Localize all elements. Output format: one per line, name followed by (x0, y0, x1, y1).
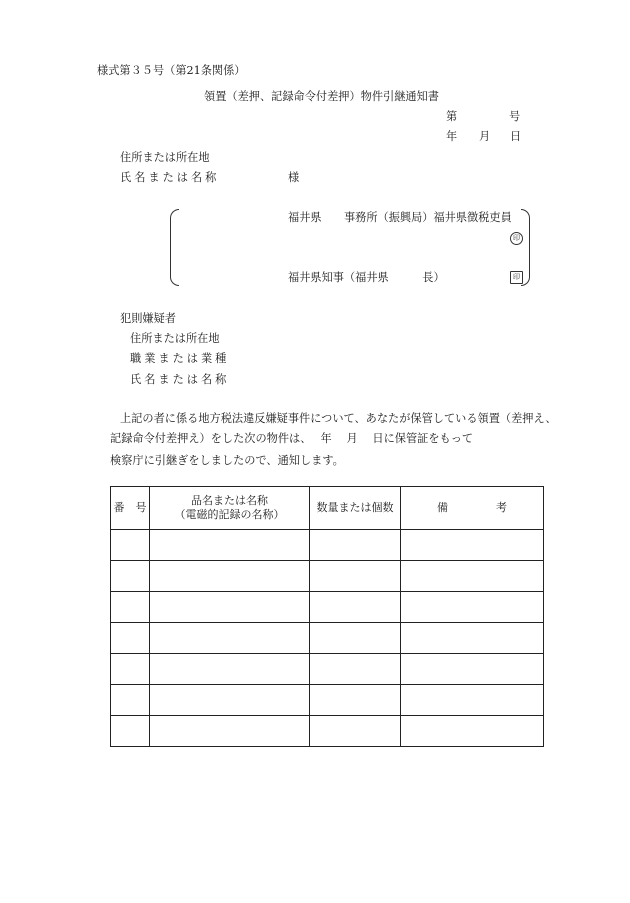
cell-remarks[interactable] (401, 530, 544, 561)
cell-number[interactable] (111, 623, 150, 654)
cell-item-name[interactable] (150, 561, 310, 592)
table-row (111, 685, 544, 716)
header-remarks-part2: 考 (496, 500, 507, 514)
table-row (111, 530, 544, 561)
cell-item-name[interactable] (150, 716, 310, 747)
date-year: 年 (446, 130, 458, 143)
header-item-name-line1: 品名または名称 (191, 493, 268, 507)
cell-remarks[interactable] (401, 685, 544, 716)
form-number: 様式第３５号（第21条関係） (97, 64, 246, 77)
doc-number-prefix: 第 (446, 110, 458, 123)
date-day: 日 (510, 130, 522, 143)
table-row (111, 716, 544, 747)
cell-item-name[interactable] (150, 530, 310, 561)
cell-number[interactable] (111, 561, 150, 592)
sender-office-line: 福井県 事務所（振興局）福井県徴税吏員 (288, 211, 512, 224)
cell-item-name[interactable] (150, 623, 310, 654)
body-line-3: 検察庁に引継ぎをしましたので、通知します。 (110, 454, 344, 467)
table-row (111, 654, 544, 685)
date-month: 月 (479, 130, 491, 143)
cell-quantity[interactable] (310, 716, 401, 747)
cell-item-name[interactable] (150, 654, 310, 685)
cell-quantity[interactable] (310, 592, 401, 623)
header-item-name-line2: （電磁的記録の名称） (174, 508, 285, 521)
seal-circle: 印 (510, 232, 523, 245)
suspect-occupation-label: 職業または業種 (130, 352, 230, 365)
recipient-honorific: 様 (288, 171, 300, 184)
header-remarks (401, 487, 544, 530)
header-remarks-part1: 備 (437, 500, 448, 514)
cell-number[interactable] (111, 716, 150, 747)
table-header-row (111, 487, 544, 530)
seal-square: 印 (510, 271, 523, 284)
suspect-address-label: 住所または所在地 (130, 332, 220, 345)
recipient-address-label: 住所または所在地 (120, 151, 210, 164)
cell-number[interactable] (111, 685, 150, 716)
cell-quantity[interactable] (310, 561, 401, 592)
header-item-name (150, 487, 310, 530)
recipient-name-label: 氏名または名称 (120, 171, 220, 184)
table-row (111, 561, 544, 592)
doc-number-suffix: 号 (509, 110, 521, 123)
cell-quantity[interactable] (310, 623, 401, 654)
header-number: 番 号 (111, 487, 150, 530)
body-line-1: 上記の者に係る地方税法違反嫌疑事件について、あなたが保管している領置（差押え、 (120, 412, 557, 425)
header-quantity: 数量または個数 (310, 487, 401, 530)
left-bracket (170, 209, 179, 286)
cell-remarks[interactable] (401, 561, 544, 592)
suspect-heading: 犯則嫌疑者 (120, 312, 176, 325)
cell-quantity[interactable] (310, 654, 401, 685)
cell-item-name[interactable] (150, 592, 310, 623)
sender-governor-line: 福井県知事（福井県 長） (288, 271, 445, 284)
cell-remarks[interactable] (401, 623, 544, 654)
table-row (111, 623, 544, 654)
cell-number[interactable] (111, 530, 150, 561)
cell-item-name[interactable] (150, 685, 310, 716)
items-table (110, 486, 544, 747)
document-title: 領置（差押、記録命令付差押）物件引継通知書 (204, 90, 439, 103)
cell-number[interactable] (111, 654, 150, 685)
table-row (111, 592, 544, 623)
suspect-name-label: 氏名または名称 (130, 373, 230, 386)
cell-quantity[interactable] (310, 685, 401, 716)
cell-remarks[interactable] (401, 654, 544, 685)
body-line-2: 記録命令付差押え）をした次の物件は、 年 月 日に保管証をもって (110, 432, 474, 445)
cell-quantity[interactable] (310, 530, 401, 561)
cell-remarks[interactable] (401, 716, 544, 747)
cell-remarks[interactable] (401, 592, 544, 623)
cell-number[interactable] (111, 592, 150, 623)
